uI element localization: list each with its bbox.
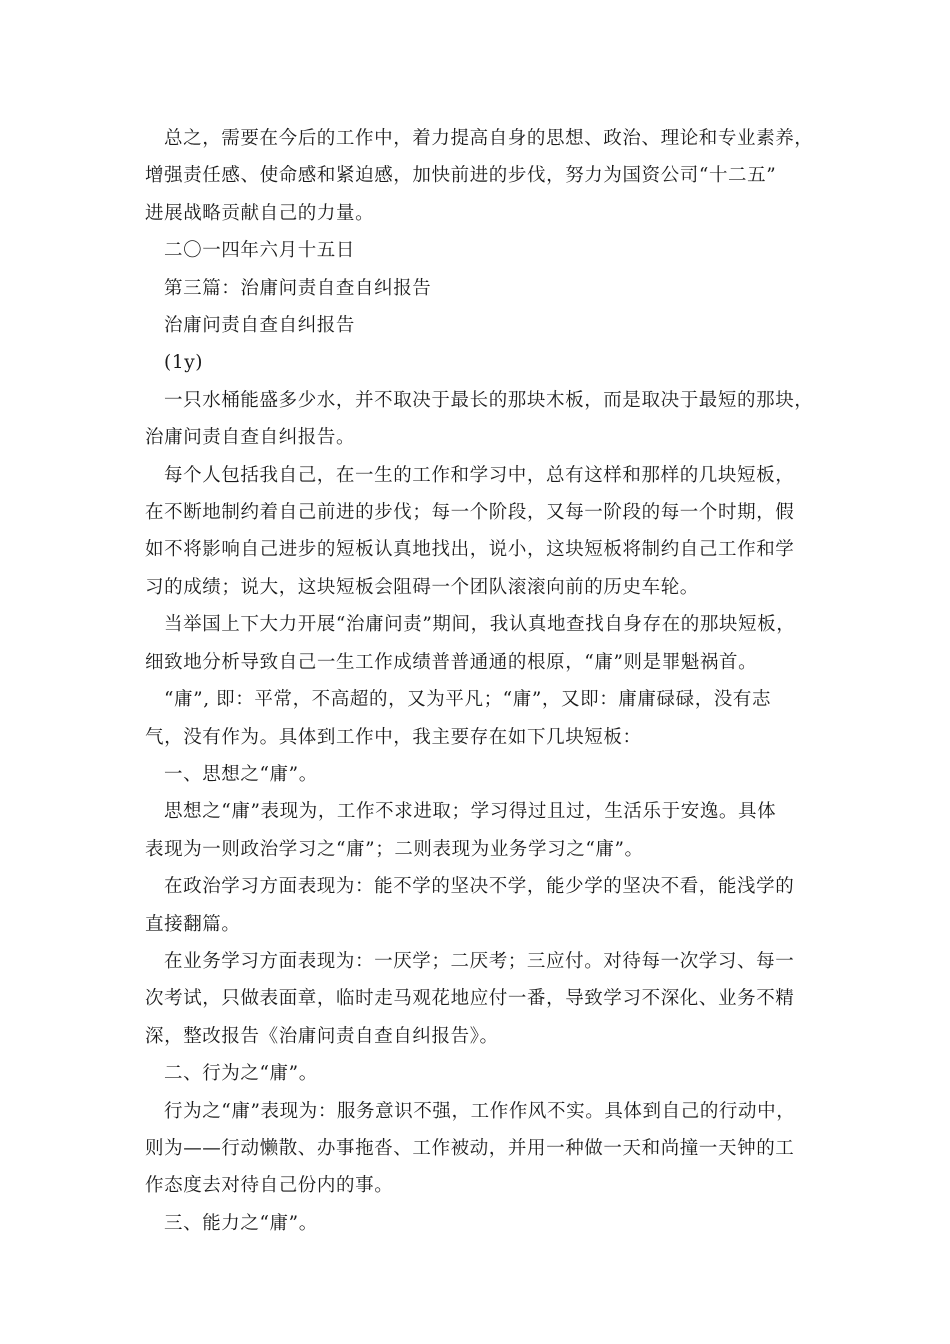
text-line: 在不断地制约着自己前进的步伐；每一个阶段，又每一阶段的每一个时期，假 <box>145 502 795 524</box>
paragraph <box>145 1205 810 1242</box>
paragraph <box>145 1055 810 1092</box>
paragraph <box>145 1093 810 1205</box>
text-line: “庸”, 即：平常，不高超的，又为平凡；“庸”，又即：庸庸碌碌，没有志 <box>164 689 772 711</box>
text-line: 在业务学习方面表现为：一厌学；二厌考；三应付。对待每一次学习、每一 <box>164 950 795 972</box>
text-line: 二、行为之“庸”。 <box>164 1063 318 1085</box>
text-line: 作态度去对待自己份内的事。 <box>145 1175 394 1197</box>
paragraph <box>145 382 814 457</box>
text-line: 表现为一则政治学习之“庸”；二则表现为业务学习之“庸”。 <box>145 838 644 860</box>
paragraph <box>145 681 810 756</box>
text-line: 治庸问责自查自纠报告。 <box>145 427 356 449</box>
paragraph <box>145 307 810 344</box>
text-line: 如不将影响自己进步的短板认真地找出，说小，这块短板将制约自己工作和学 <box>145 539 795 561</box>
text-line: (1y) <box>164 352 204 374</box>
text-line: 第三篇：治庸问责自查自纠报告 <box>164 277 432 299</box>
text-line: 直接翻篇。 <box>145 913 241 935</box>
text-line: 每个人包括我自己，在一生的工作和学习中，总有这样和那样的几块短板， <box>164 464 795 486</box>
text-line: 气，没有作为。具体到工作中，我主要存在如下几块短板： <box>145 726 642 748</box>
paragraph <box>145 606 810 681</box>
text-line: 次考试，只做表面章，临时走马观花地应付一番，导致学习不深化、业务不精 <box>145 988 795 1010</box>
paragraph <box>145 344 810 381</box>
text-line: 三、能力之“庸”。 <box>164 1212 318 1234</box>
text-line: 进展战略贡献自己的力量。 <box>145 202 375 224</box>
text-line: 一、思想之“庸”。 <box>164 763 318 785</box>
paragraph <box>145 270 810 307</box>
text-line: 总之，需要在今后的工作中，着力提高自身的思想、政治、理论和专业素养， <box>164 128 814 149</box>
paragraph <box>145 793 810 868</box>
text-line: 增强责任感、使命感和紧迫感，加快前进的步伐，努力为国资公司“十二五” <box>145 165 777 187</box>
text-line: 治庸问责自查自纠报告 <box>164 315 356 337</box>
paragraph <box>145 943 810 1055</box>
text-line: 在政治学习方面表现为：能不学的坚决不学，能少学的坚决不看，能浅学的 <box>164 876 795 898</box>
text-line: 细致地分析导致自己一生工作成绩普普通通的根原，“庸”则是罪魁祸首。 <box>145 651 758 673</box>
text-line: 习的成绩；说大，这块短板会阻碍一个团队滚滚向前的历史车轮。 <box>145 576 699 598</box>
paragraph <box>145 120 814 232</box>
text-line: 深，整改报告《治庸问责自查自纠报告》。 <box>145 1025 499 1047</box>
text-line: 思想之“庸”表现为，工作不求进取；学习得过且过，生活乐于安逸。具体 <box>164 801 777 823</box>
text-line: 当举国上下大力开展“治庸问责”期间，我认真地查找自身存在的那块短板， <box>164 614 796 636</box>
text-line: 二〇一四年六月十五日 <box>164 240 356 262</box>
text-line: 行为之“庸”表现为：服务意识不强，工作作风不实。具体到自己的行动中， <box>164 1100 796 1122</box>
text-line: 则为——行动懒散、办事拖沓、工作被动，并用一种做一天和尚撞一天钟的工 <box>145 1137 795 1159</box>
paragraph <box>145 756 810 793</box>
paragraph <box>145 868 810 943</box>
document-body <box>145 120 814 1242</box>
paragraph <box>145 457 810 607</box>
text-line: 一只水桶能盛多少水，并不取决于最长的那块木板，而是取决于最短的那块， <box>164 389 814 411</box>
paragraph <box>145 232 810 269</box>
